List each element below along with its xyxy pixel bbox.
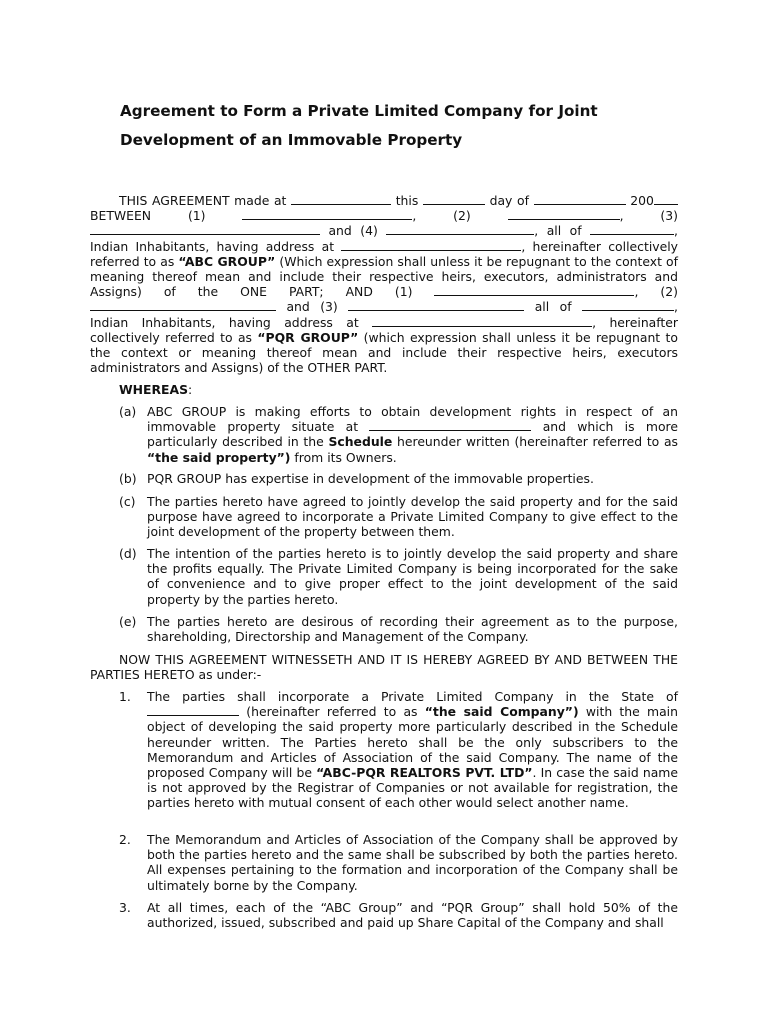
blank-property-location [369, 419, 531, 431]
whereas-item-e [90, 614, 678, 644]
clause-3-body: At all times, each of the “ABC Group” and “PQR Group” shall hold 50% of the authorized, issued, subscribed and paid up Share Capital of the Company and shall [147, 900, 678, 931]
blank-party-b1 [434, 284, 634, 296]
preamble-between: BETWEEN [90, 208, 152, 224]
preamble-referred: referred to as [90, 253, 175, 269]
blank-year [654, 193, 678, 205]
whereas-heading [90, 382, 678, 397]
recital-a-marker: (a) [119, 404, 137, 419]
recital-d-marker: (d) [119, 546, 137, 561]
blank-address-2 [372, 315, 592, 327]
blank-all-of-2 [582, 299, 674, 311]
preamble-all-of: all of [546, 223, 582, 239]
party-b3-number: (3) [320, 299, 338, 315]
clause-3-text [90, 900, 678, 930]
preamble-day-of: day of [489, 193, 529, 208]
whereas-item-a [90, 404, 678, 465]
recital-b-text: PQR GROUP has expertise in development of the immovable properties. [147, 471, 594, 486]
preamble-text: THIS AGREEMENT made at this day of 200 BETWEEN (1) , (2) , (3) and (4) , all of , Indian Inhabitants, having address at , hereinafter collectively referred to as “ABC GROUP” (Which expression shall unless it be repugnant to the context of meaning thereof mean and include their respective heirs, executors, administrators and Assigns) of the ONE PART; AND (1) , (2) and (3) all of , Indian Inhabitants, having address at , hereinafter collectively referred to as “PQR GROUP” (which expression shall unless it be repugnant to the context or meaning thereof mean and include their respective heirs, executors administrators and Assigns) of the OTHER PART. [90, 193, 678, 376]
preamble-expression-1: (Which expression shall unless it be repugnant to the context of meaning thereof mean and include their respective heirs, executors, administrators and Assigns) of the ONE PART; AND [90, 253, 678, 300]
party-1-number: (1) [187, 208, 206, 224]
whereas-item-b [90, 471, 678, 486]
preamble-address-text: Indian Inhabitants, having address at [90, 238, 335, 254]
recital-b-marker: (b) [119, 471, 137, 486]
recital-e-text: The parties hereto are desirous of recording their agreement as to the purpose, shareholding, Directorship and Management of the Company. [147, 614, 678, 645]
clause-1-part-3: with the main object of developing the said property more particularly described in the Schedule hereunder written. The Parties hereto shall be the only subscribers to the Memorandum and Articles of Association of the said Company. The name of the proposed Company will be [147, 704, 678, 781]
recital-e [90, 614, 678, 644]
party-4-number: (4) [360, 223, 378, 239]
pqr-group-label: “PQR GROUP” [257, 329, 359, 345]
recital-d [90, 546, 678, 607]
blank-party-2 [508, 208, 620, 220]
blank-place [291, 193, 391, 205]
preamble-expression-2: (which expression shall unless it be repugnant to the context or meaning thereof mean and include their respective heirs, executors administrators and Assigns) of the OTHER PART. [90, 329, 678, 376]
preamble-and: and [328, 223, 352, 239]
witnesseth-block [90, 652, 678, 682]
recital-b [90, 471, 678, 486]
preamble-all-of-2: all of [534, 299, 572, 315]
clause-2-body: The Memorandum and Articles of Association of the Company shall be approved by both the parties hereto and the same shall be subscribed by both the parties hereto. All expenses pertaining to the formation and incorporation of the Company shall be ultimately borne by the Company. [147, 832, 678, 893]
clause-1-marker: 1. [119, 689, 131, 704]
clause-1 [90, 689, 678, 811]
recital-a-text-4: from its Owners. [294, 449, 397, 465]
clause-2-text [90, 832, 678, 893]
recital-a-text-1: ABC GROUP is making efforts to obtain development rights in respect of an immovable property situate at [147, 404, 678, 435]
blank-party-b3 [348, 299, 524, 311]
party-3-number: (3) [660, 208, 678, 224]
recital-a [90, 404, 678, 465]
clause-2 [90, 832, 678, 893]
blank-address [341, 239, 521, 251]
whereas-colon: : [188, 382, 193, 397]
party-b1-number: (1) [394, 284, 413, 300]
blank-month [534, 193, 626, 205]
recital-e-marker: (e) [119, 614, 137, 629]
recital-c-marker: (c) [119, 494, 136, 509]
preamble-hereinafter-2: , hereinafter collectively referred to as [90, 314, 678, 345]
clause-3-marker: 3. [119, 900, 131, 915]
recital-c [90, 494, 678, 540]
clause-1-company-name: “ABC-PQR REALTORS PVT. LTD” [316, 765, 533, 781]
document-title-line-1: Agreement to Form a Private Limited Company for Joint [120, 102, 598, 120]
clause-1-part-1: The parties shall incorporate a Private Limited Company in the State of [147, 689, 678, 704]
blank-party-b2 [90, 299, 276, 311]
party-b2-number: (2) [660, 284, 678, 300]
clause-1-part-4: . In case the said name is not approved by the Registrar of Companies or not available for registration, the parties hereto with mutual consent of each other would select another name. [147, 765, 678, 811]
witnesseth-text: NOW THIS AGREEMENT WITNESSETH AND IT IS HEREBY AGREED BY AND BETWEEN THE PARTIES HERETO as under:- [90, 652, 678, 683]
whereas-heading-block [90, 382, 678, 397]
clause-3 [90, 900, 678, 930]
clause-1-said-company: “the said Company”) [424, 704, 579, 720]
document-title-line-2: Development of an Immovable Property [120, 131, 463, 149]
recital-c-text: The parties hereto have agreed to jointly develop the said property and for the said purpose have agreed to incorporate a Private Limited Company to give effect to the joint development of the property between them. [147, 494, 678, 540]
blank-party-4 [386, 223, 534, 235]
recital-a-said-property: “the said property”) [147, 449, 291, 465]
recital-a-text-2: and which is more particularly described in the [147, 419, 678, 450]
blank-party-1 [242, 208, 412, 220]
blank-party-3 [90, 223, 320, 235]
preamble-hereinafter: hereinafter collectively [532, 238, 678, 254]
whereas-item-c [90, 494, 678, 540]
whereas-heading-text: WHEREAS [119, 382, 189, 397]
preamble-and-2: and [286, 299, 310, 315]
preamble-year: 200 [630, 193, 654, 208]
clause-2-marker: 2. [119, 832, 131, 847]
preamble-paragraph [90, 193, 678, 375]
blank-day [423, 193, 485, 205]
preamble-address-text-2: , Indian Inhabitants, having address at [90, 299, 678, 330]
recital-d-text: The intention of the parties hereto is to jointly develop the said property and share the profits equally. The Private Limited Company is being incorporated for the sake of convenience and to give proper effect to the joint development of the said property by the parties hereto. [147, 546, 678, 607]
recital-a-schedule: Schedule [328, 434, 393, 450]
recital-a-text-3: hereunder written (hereinafter referred to as [397, 434, 678, 450]
whereas-item-d [90, 546, 678, 607]
preamble-this: this [395, 193, 419, 208]
blank-all-of [590, 223, 674, 235]
abc-group-label: “ABC GROUP” [178, 253, 276, 269]
clause-1-part-2: (hereinafter referred to as [246, 704, 418, 720]
blank-state [147, 704, 239, 716]
preamble-this-agreement: THIS AGREEMENT made at [119, 193, 287, 208]
clause-1-text [90, 689, 678, 811]
party-2-number: (2) [453, 208, 471, 224]
